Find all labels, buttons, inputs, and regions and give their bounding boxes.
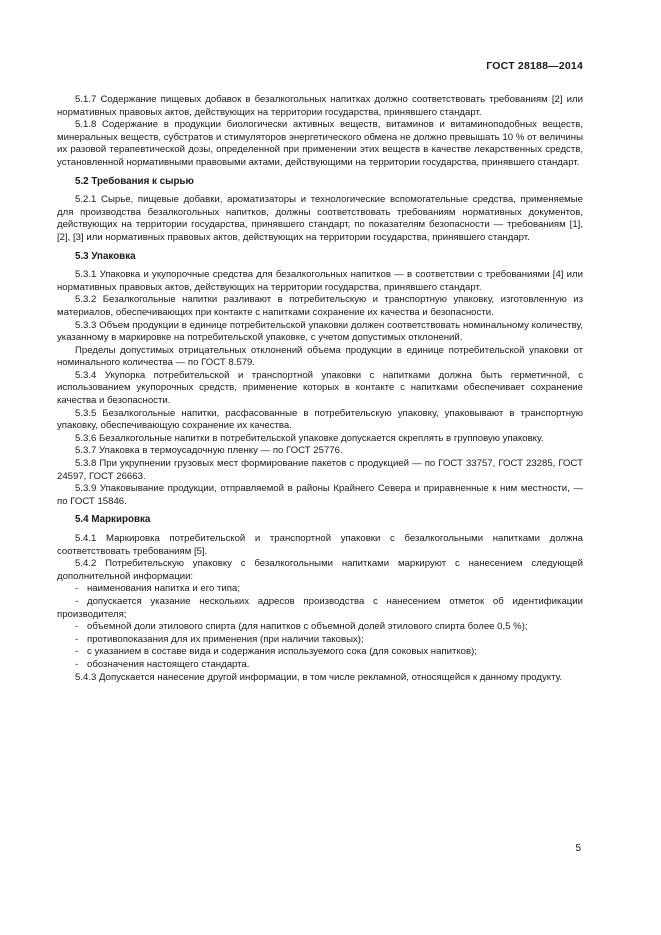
list-dash: -	[75, 621, 79, 633]
list-item-text: допускается указание нескольких адресов производства с нанесением отметок об идентификации производителя;	[57, 595, 583, 620]
list-item	[57, 634, 583, 647]
document-body	[57, 94, 583, 684]
list-item	[57, 646, 583, 659]
clause-5-2-1: 5.2.1 Сырье, пищевые добавки, ароматизаторы и технологические вспомогательные средства, применяемые для производства безалкогольных напитков, должны соответствовать требованиям нормативных документов, действующих на территории государства, принявшего стандарт, по показателям безопасности — требованиям [1], [2], [3] или нормативных правовых актов, действующих на территории государства, принявшего стандарт.	[57, 194, 583, 243]
clause-5-1-8: 5.1.8 Содержание в продукции биологически активных веществ, витаминов и витаминоподобных веществ, минеральных веществ, субстратов и стимуляторов энергетического обмена не должно превышать 10 % от величины их разовой терапевтической дозы, определенной при применении этих веществ в качестве лекарственных средств, установленной нормативными правовыми актами, действующими на территории государства, принявшего стандарт.	[57, 119, 583, 168]
clause-5-3-8: 5.3.8 При укрупнении грузовых мест формирование пакетов с продукцией — по ГОСТ 33757, ГОСТ 23285, ГОСТ 24597, ГОСТ 26663.	[57, 458, 583, 482]
clause-5-3-1: 5.3.1 Упаковка и укупорочные средства для безалкогольных напитков — в соответствии с требованиями [4] или нормативных правовых актов, действующих на территории государства, принявшего стандарт.	[57, 269, 583, 293]
list-dash: -	[75, 595, 79, 607]
document-number-header: ГОСТ 28188—2014	[486, 60, 583, 72]
list-dash: -	[75, 658, 79, 670]
list-dash: -	[75, 583, 79, 595]
clause-5-3-6: 5.3.6 Безалкогольные напитки в потребительской упаковке допускается скреплять в групповую упаковку.	[75, 432, 544, 444]
list-dash: -	[75, 633, 79, 645]
list-item-text: обозначения настоящего стандарта.	[87, 658, 250, 670]
section-heading-5-4: 5.4 Маркировка	[75, 514, 151, 526]
clause-5-3-4: 5.3.4 Укупорка потребительской и транспортной упаковки с напитками должна быть герметичной, с использованием укупорочных средств, применение которых в контакте с напитками обеспечивает сохранение качества и безопасности.	[57, 369, 583, 407]
clause-5-4-1: 5.4.1 Маркировка потребительской и транспортной упаковки с безалкогольными напитками должна соответствовать требованиям [5].	[57, 533, 583, 557]
clause-5-3-3: 5.3.3 Объем продукции в единице потребительской упаковки должен соответствовать номинальному количеству, указанному в маркировке на потребительской упаковке, с учетом допустимых отклонений.	[57, 319, 583, 344]
page-number: 5	[575, 843, 581, 854]
section-heading-5-3: 5.3 Упаковка	[75, 250, 136, 262]
list-item-text: объемной доли этилового спирта (для напитков с объемной долей этилового спирта более 0,5 %);	[87, 621, 528, 633]
clause-5-3-5: 5.3.5 Безалкогольные напитки, расфасованные в потребительскую упаковку, упаковывают в транспортную упаковку, обеспечивающую сохранение их качества.	[57, 407, 583, 432]
list-item	[57, 583, 583, 596]
clause-5-3-9: 5.3.9 Упаковывание продукции, отправляемой в районы Крайнего Севера и приравненные к ним местности, — по ГОСТ 15846.	[57, 483, 583, 507]
list-item	[57, 659, 583, 672]
list-item	[57, 621, 583, 634]
list-dash: -	[75, 646, 79, 658]
list-item-text: наименования напитка и его типа;	[87, 583, 240, 595]
clause-5-3-2: 5.3.2 Безалкогольные напитки разливают в потребительскую и транспортную упаковку, изготовленную из материалов, обеспечивающих при контакте с напитками сохранение их качества и безопасности.	[57, 294, 583, 318]
section-heading-5-2: 5.2 Требования к сырью	[75, 175, 194, 187]
clause-5-4-2: 5.4.2 Потребительскую упаковку с безалкогольными напитками маркируют с нанесением следующей дополнительной информации:	[57, 558, 583, 582]
clause-5-3-3-tolerance: Пределы допустимых отрицательных отклонений объема продукции в единице потребительской упаковки от номинального количества — по ГОСТ 8.579.	[57, 344, 583, 369]
list-item	[57, 596, 583, 621]
list-item-text: с указанием в составе вида и содержания используемого сока (для соковых напитков);	[87, 646, 477, 658]
clause-5-1-7: 5.1.7 Содержание пищевых добавок в безалкогольных напитках должно соответствовать требованиям [2] или нормативных правовых актов, действующих на территории государства, принявшего стандарт.	[57, 94, 583, 118]
list-item-text: противопоказания для их применения (при наличии таковых);	[87, 633, 364, 645]
clause-5-3-7: 5.3.7 Упаковка в термоусадочную пленку — по ГОСТ 25776.	[75, 445, 343, 457]
clause-5-4-3: 5.4.3 Допускается нанесение другой информации, в том числе рекламной, относящейся к данному продукту.	[75, 671, 563, 683]
